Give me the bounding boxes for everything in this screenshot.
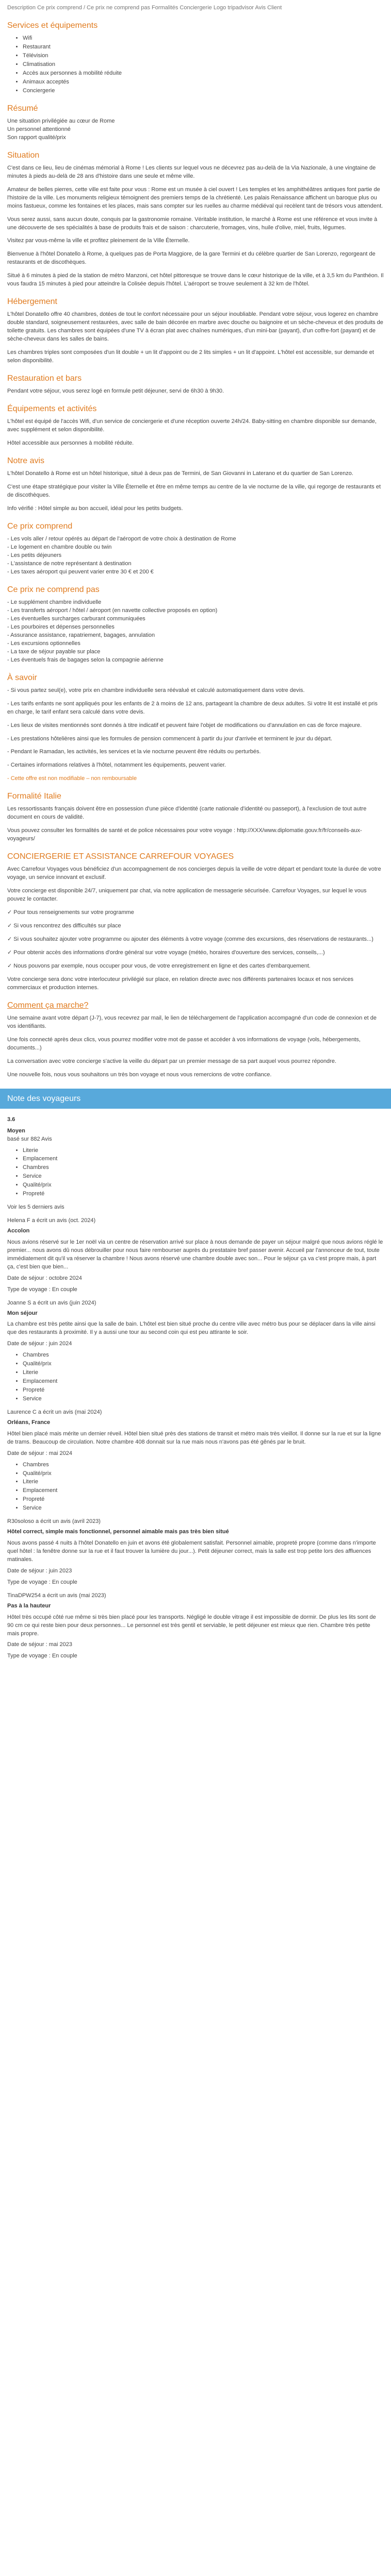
conciergerie-paragraph: Avec Carrefour Voyages vous bénéficiez d'un accompagnement de nos concierges depuis la veille de votre départ et pendant toute la durée de votre voyage, un service innovant et exclusif. [7, 866, 381, 881]
restauration-paragraph: Pendant votre séjour, vous serez logé en formule petit déjeuner, servi de 6h30 à 9h30. [7, 388, 224, 395]
service-item: • Animaux acceptés [23, 78, 384, 87]
rating-criterion: • Service [23, 1173, 384, 1181]
services-list [7, 35, 384, 95]
review-title: Hôtel correct, simple mais fonctionnel, personnel aimable mais pas très bien situé [7, 1529, 229, 1535]
review-criterion: • Chambres [23, 1461, 384, 1469]
review-trip-type: Type de voyage : En couple [7, 1286, 77, 1293]
review-criterion: • Literie [23, 1369, 384, 1377]
formalite-paragraph: Les ressortissants français doivent être en possession d'une pièce d'identité (carte nationale d'identité ou passeport), à l'exclusion de tout autre document en cours de validité. [7, 806, 367, 821]
prix-ne-comprend-item: - Les transferts aéroport / hôtel / aéroport (en navette collective proposés en option) [7, 607, 218, 614]
resume-line: Un personnel attentionné [7, 126, 71, 132]
review-item [7, 1299, 384, 1403]
a-savoir-paragraph: - Les prestations hôtelières ainsi que les formules de pension commencent à partir du jour d'arrivée et terminent le jour du départ. [7, 735, 333, 742]
formalite-heading: Formalité Italie [7, 792, 61, 801]
review-criterion: • Literie [23, 1478, 384, 1486]
review-author: TinaDPW254 a écrit un avis (mai 2023) [7, 1592, 106, 1599]
ratings-section [0, 1109, 391, 1661]
rating-label: Moyen [7, 1127, 25, 1134]
conciergerie-paragraph: Votre concierge est disponible 24/7, uniquement par chat, via notre application de messagerie sécurisée. Carrefour Voyages, sur lequel le vous pouvez le contacter. [7, 888, 367, 903]
hebergement-paragraph: L'hôtel Donatello offre 40 chambres, dotées de tout le confort nécessaire pour un séjour inoubliable. Pendant votre séjour, vous logerez en chambre double standard, soigneusement restaurées, avec salle de bain décorée en marbre avec douche ou baignoire et un sèche-cheveux et des produits de toilette gratuits. Les chambres sont équipées d'une TV à écran plat avec chaînes numériques, d'un mini-bar (payant), d'un coffre-fort (payant) et de sèche-cheveux dans les salles de bains. [7, 311, 383, 343]
rating-criterion: • Propreté [23, 1190, 384, 1198]
notre-avis-heading: Notre avis [7, 456, 45, 466]
hebergement-paragraph: Les chambres triples sont composées d'un lit double + un lit d'appoint ou de 2 lits simples + un lit d'appoint. L'hôtel est accessible, sur demande et selon disponibilité. [7, 349, 374, 364]
intro-text: Description Ce prix comprend / Ce prix ne comprend pas Formalités Conciergerie Logo tripadvisor Avis Client [7, 5, 282, 11]
resume-line: Une situation privilégiée au cœur de Rome [7, 117, 115, 124]
review-author: R30soloso a écrit un avis (avril 2023) [7, 1518, 101, 1525]
comment-paragraph: Une fois connecté après deux clics, vous pourrez modifier votre mot de passe et accéder à vos informations de voyage (vols, hébergements, documents...) [7, 1036, 361, 1051]
prix-ne-comprend-item: - Assurance assistance, rapatriement, bagages, annulation [7, 632, 155, 638]
a-savoir-paragraph: - Les tarifs enfants ne sont appliqués pour les enfants de 2 à moins de 12 ans, partageant la chambre de deux adultes. Si votre lit est installé et pris en charge, le tarif enfant sera calculé dans votre devis. [7, 700, 378, 715]
service-item: • Télévision [23, 52, 384, 60]
review-author: Joanne S a écrit un avis (juin 2024) [7, 1299, 96, 1306]
review-criterion: • Emplacement [23, 1487, 384, 1495]
review-stay-date: Date de séjour : juin 2024 [7, 1341, 72, 1347]
review-criterion: • Propreté [23, 1496, 384, 1504]
review-text: Hôtel bien placé mais mérite un dernier réveil. Hôtel bien situé près des stations de transit et métro mais très vieillot. Il donne sur la rue et sur la ligne de trams. Beaucoup de circulation. Notre chambre 408 donnait sur la rue mais nous n'avons pas été gênés par le bruit. [7, 1430, 381, 1445]
situation-paragraph: Vous serez aussi, sans aucun doute, conquis par la gastronomie romaine. Véritable institution, le marché à Rome est une référence et vous invite à une découverte de ses spécialités à base de produits frais et de saison : charcuterie, fromages, vins, huile d'olive, miel, fruits, légumes. [7, 216, 378, 231]
restauration-heading: Restauration et bars [7, 374, 82, 383]
conciergerie-paragraph: ✓ Pour obtenir accès des informations d'ordre général sur votre voyage (météo, horaires d'ouverture des services, conseils,...) [7, 949, 325, 956]
hebergement-heading: Hébergement [7, 297, 57, 307]
a-savoir-paragraph: - Si vous partez seul(e), votre prix en chambre individuelle sera réévalué et calculé automatiquement dans votre devis. [7, 687, 305, 693]
notre-avis-paragraph: C'est une étape stratégique pour visiter la Ville Éternelle et être en même temps au centre de la vie nocturne de la ville, qui regorge de restaurants et de discothèques. [7, 484, 381, 499]
review-text: Nous avions réservé sur le 1er noël via un centre de réservation arrivé sur place à nous demande de payer un séjour malgré que nous avions réglé le premier... nous avons dû nous débrouiller pour nous faire rembourser auprès du prestataire bref passer avenir. Accueil par l'annonceur de tout, toute immédiatement dit qu'il va réserver la chambre ! Nous avons réservé une chambre double avec son... Pour le séjour ça va c'est propre mais, à part ça, c'est bien que bien... [7, 1239, 383, 1270]
situation-paragraph: C'est dans ce lieu, lieu de cinémas mémorial à Rome ! Les clients sur lequel vous ne décevrez pas au-delà de la Via Nazionale, à une vingtaine de minutes à pieds au-delà de 28 ans d'histoire dans une seule et même ville. [7, 164, 376, 179]
service-item: • Accès aux personnes à mobilité réduite [23, 70, 384, 78]
review-trip-type: Type de voyage : En couple [7, 1653, 77, 1659]
notre-avis-paragraph: L'hôtel Donatello à Rome est un hôtel historique, situé à deux pas de Termini, de San Giovanni in Laterano et du quartier de San Lorenzo. [7, 470, 353, 477]
conciergerie-paragraph: Votre concierge sera donc votre interlocuteur privilégié sur place, en relation directe avec nos différents partenaires locaux et nos services commerciaux et production internes. [7, 976, 354, 991]
comment-paragraph: Une nouvelle fois, nous vous souhaitons un très bon voyage et nous vous remercions de votre confiance. [7, 1071, 272, 1078]
prix-comprend-item: - Les taxes aéroport qui peuvent varier entre 30 € et 200 € [7, 568, 154, 575]
review-stay-date: Date de séjour : mai 2023 [7, 1641, 72, 1648]
conciergerie-paragraph: ✓ Si vous rencontrez des difficultés sur place [7, 923, 121, 929]
rating-criterion: • Qualité/prix [23, 1181, 384, 1190]
review-criterion: • Service [23, 1504, 384, 1513]
equipements-heading: Équipements et activités [7, 404, 97, 414]
service-item: • Wifi [23, 35, 384, 43]
situation-paragraph: Situé à 6 minutes à pied de la station de métro Manzoni, cet hôtel pittoresque se trouve dans le cœur historique de la ville, et à 3,5 km du Panthéon. Il vous faudra 15 minutes à pied pour atteindre la Colisée depuis l'hôtel. L'aéroport se trouve seulement à 32 km de l'hôtel. [7, 273, 384, 287]
rating-criteria-list [7, 1147, 384, 1199]
review-item [7, 1592, 384, 1661]
prix-comprend-item: - L'assistance de notre représentant à destination [7, 561, 132, 567]
services-heading: Services et équipements [7, 21, 98, 30]
review-text: La chambre est très petite ainsi que la salle de bain. L'hôtel est bien situé proche du centre ville avec métro bus pour se déplacer dans la ville ainsi que des restaurants à proximité. Il y a aussi une tour au second coin qui est peu attirante le soir. [7, 1321, 376, 1336]
review-criteria-list [7, 1351, 384, 1403]
prix-ne-comprend-item: - Les éventuelles surcharges carburant communiquées [7, 615, 145, 622]
comment-heading: Comment ça marche? [7, 1001, 89, 1010]
comment-paragraph: Une semaine avant votre départ (J-7), vous recevrez par mail, le lien de téléchargement de l'application accompagné d'un code de connexion et de vos identifiants. [7, 1014, 377, 1029]
resume-heading: Résumé [7, 104, 38, 113]
review-author: Laurence C a écrit un avis (mai 2024) [7, 1409, 102, 1415]
review-text: Nous avons passé 4 nuits à l'hôtel Donatello en juin et avons été globalement satisfait. Personnel aimable, propreté propre (comme dans n'importe quel hôtel : la fenêtre donne sur la rue et il faut trouver la lumière du jour...). Petit déjeuner correct, mais la salle est trop petite lors des affluences matinales. [7, 1540, 376, 1563]
equipements-paragraph: L'hôtel est équipé de l'accès Wifi, d'un service de conciergerie et d'une réception ouverte 24h/24. Baby-sitting en chambre disponible sur demande, avec supplément et selon disponibilité. [7, 418, 377, 433]
a-savoir-note: - Cette offre est non modifiable – non remboursable [7, 775, 137, 782]
review-criteria-list [7, 1461, 384, 1513]
review-criterion: • Qualité/prix [23, 1360, 384, 1368]
review-title: Mon séjour [7, 1310, 38, 1316]
rating-score: 3.6 [7, 1116, 15, 1123]
prix-ne-comprend-list [7, 599, 384, 665]
review-title: Orléans, France [7, 1419, 51, 1426]
equipements-paragraph: Hôtel accessible aux personnes à mobilité réduite. [7, 440, 134, 447]
prix-comprend-item: - Le logement en chambre double ou twin [7, 544, 112, 551]
service-item: • Climatisation [23, 61, 384, 69]
notre-avis-paragraph: Info vérifié : Hôtel simple au bon accueil, idéal pour les petits budgets. [7, 505, 183, 512]
situation-heading: Situation [7, 150, 40, 160]
a-savoir-paragraph: - Les lieux de visites mentionnés sont donnés à titre indicatif et peuvent faire l'objet de modifications ou d'annulation en cas de force majeure. [7, 722, 362, 728]
prix-ne-comprend-item: - Les pourboires et dépenses personnelles [7, 623, 115, 630]
review-item [7, 1518, 384, 1587]
resume-line: Son rapport qualité/prix [7, 134, 66, 141]
prix-comprend-item: - Les vols aller / retour opérés au départ de l'aéroport de votre choix à destination de Rome [7, 536, 236, 543]
rating-based: basé sur 882 Avis [7, 1136, 52, 1142]
service-item: • Restaurant [23, 43, 384, 52]
a-savoir-heading: À savoir [7, 673, 37, 682]
situation-paragraph: Bienvenue à l'hôtel Donatello à Rome, à quelques pas de Porta Maggiore, de la gare Termini et du célèbre quartier de San Lorenzo, regorgeant de restaurants et de discothèques. [7, 251, 376, 266]
review-criterion: • Qualité/prix [23, 1470, 384, 1478]
comment-paragraph: La conversation avec votre concierge s'active la veille du départ par un premier message de sa part auquel vous pourrez répondre. [7, 1058, 337, 1064]
service-item: • Conciergerie [23, 87, 384, 95]
review-title: Accolon [7, 1228, 30, 1234]
review-item [7, 1217, 384, 1294]
conciergerie-paragraph: ✓ Si vous souhaitez ajouter votre programme ou ajouter des éléments à votre voyage (comme des excursions, des réservations de restaurants...) [7, 936, 373, 942]
prix-comprend-item: - Les petits déjeuners [7, 552, 62, 559]
rating-criterion: • Emplacement [23, 1155, 384, 1163]
review-trip-type: Type de voyage : En couple [7, 1579, 77, 1585]
conciergerie-heading: CONCIERGERIE ET ASSISTANCE CARREFOUR VOYAGES [7, 852, 234, 861]
review-stay-date: Date de séjour : juin 2023 [7, 1567, 72, 1574]
resume-block [7, 117, 384, 142]
situation-paragraph: Visitez par vous-même la ville et profitez pleinement de la Ville Éternelle. [7, 238, 190, 244]
a-savoir-paragraph: - Pendant le Ramadan, les activités, les services et la vie nocturne peuvent être réduits ou perturbés. [7, 749, 261, 755]
rating-criterion: • Chambres [23, 1164, 384, 1172]
reviews-summary: Voir les 5 derniers avis [7, 1204, 64, 1211]
review-stay-date: Date de séjour : octobre 2024 [7, 1275, 82, 1281]
review-title: Pas à la hauteur [7, 1602, 51, 1609]
prix-ne-comprend-item: - Les excursions optionnelles [7, 640, 80, 647]
review-criterion: • Emplacement [23, 1378, 384, 1386]
review-criterion: • Chambres [23, 1351, 384, 1360]
prix-ne-comprend-heading: Ce prix ne comprend pas [7, 585, 100, 594]
formalite-paragraph: Vous pouvez consulter les formalités de santé et de police nécessaires pour votre voyage : http://XXX/www.diplomatie.gouv.fr/fr/conseils-aux-voyageurs/ [7, 827, 362, 842]
prix-comprend-list [7, 535, 384, 577]
prix-comprend-heading: Ce prix comprend [7, 522, 73, 531]
review-criterion: • Service [23, 1395, 384, 1403]
prix-ne-comprend-item: - Les éventuels frais de bagages selon la compagnie aérienne [7, 656, 164, 663]
review-criterion: • Propreté [23, 1386, 384, 1395]
review-stay-date: Date de séjour : mai 2024 [7, 1450, 72, 1456]
page-content [0, 0, 391, 1079]
rating-criterion: • Literie [23, 1147, 384, 1155]
review-item [7, 1409, 384, 1513]
a-savoir-paragraph: - Certaines informations relatives à l'hôtel, notamment les équipements, peuvent varier. [7, 762, 226, 769]
note-voyageurs-banner: Note des voyageurs [0, 1089, 391, 1109]
prix-ne-comprend-item: - Le supplément chambre individuelle [7, 599, 102, 606]
review-text: Hôtel très occupé côté rue même si très bien placé pour les transports. Négligé le double vitrage il est impossible de dormir. De plus les lits sont de 90 cm ce qui reste bien pour deux personnes... Le personnel est très gentil et serviable, le petit déjeuner est mieux que rien. Chambre très petite mais propre. [7, 1614, 376, 1637]
review-author: Helena F a écrit un avis (oct. 2024) [7, 1217, 96, 1224]
conciergerie-paragraph: ✓ Nous pouvons par exemple, nous occuper pour vous, de votre enregistrement en ligne et des cartes d'embarquement. [7, 962, 311, 969]
situation-paragraph: Amateur de belles pierres, cette ville est faite pour vous : Rome est un musée à ciel ouvert ! Les temples et les amphithéâtres antiques font partie de l'histoire de la ville. Les monuments religieux témoignent des premiers temps de la chrétienté. Les palais Renaissance affichent un baroque plus ou moins fastueux, comme les fontaines et les places, mais sans compter sur les ruelles au charme médiéval qui recèlent tant de trésors vous attendent. [7, 186, 383, 209]
prix-ne-comprend-item: - La taxe de séjour payable sur place [7, 648, 101, 655]
conciergerie-paragraph: ✓ Pour tous renseignements sur votre programme [7, 909, 134, 916]
